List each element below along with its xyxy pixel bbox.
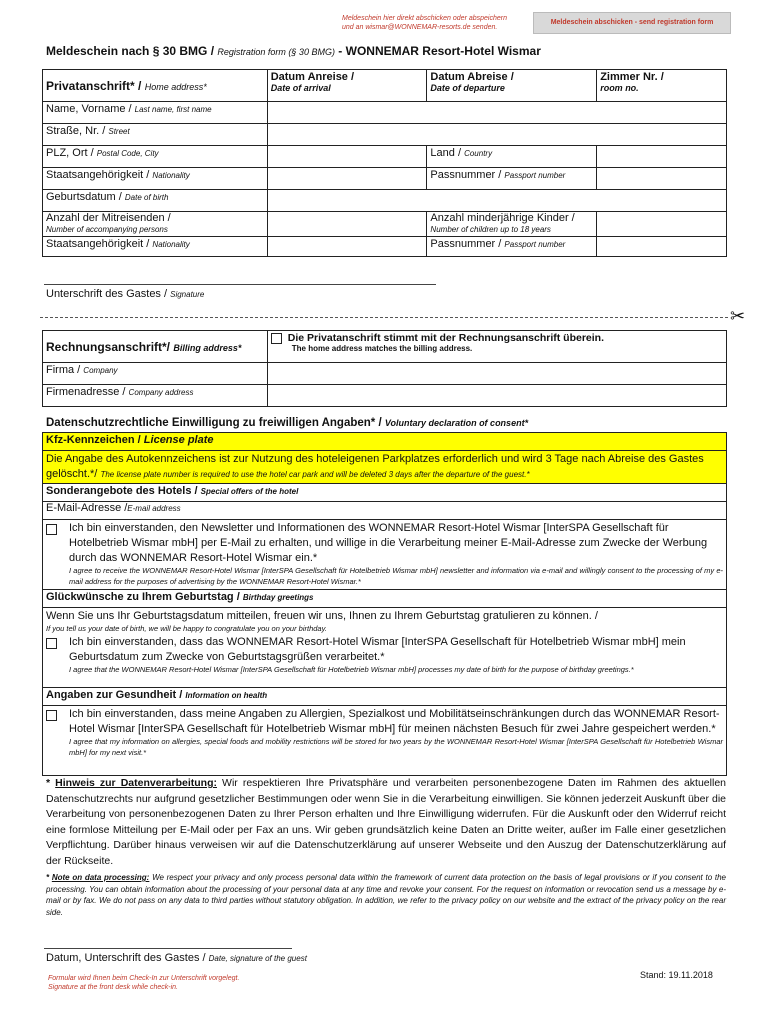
nationality2-input[interactable] [267,237,427,257]
same-address-cell [267,331,726,363]
header-note [342,14,532,32]
birthday-label-en: Birthday greetings [242,593,314,602]
birthday-text-en: If you tell us your date of birth, we will be happy to congratulate you on your birthday. [46,624,327,633]
minors-input[interactable] [597,212,727,237]
passport-input[interactable] [597,168,727,190]
company-address-label-en: Company address [128,388,194,397]
billing-header [43,331,268,363]
plz-label-cell [43,146,268,168]
same-address-label: Die Privatanschrift stimmt mit der Rechnungsanschrift überein. [287,332,605,344]
birthdate-label: Geburtsdatum / [46,191,122,203]
consent-table [42,432,727,776]
plate-text-en: The license plate number is required to use the hotel car park and will be deleted 3 days after the departure of the guest.* [100,470,530,479]
health-consent-text-en: I agree that my information on allergies, special foods and mobility restrictions will be stored for two years by the WONNEMAR Resort-Hotel Wismar [InterSPA Gesellschaft für Hotelbetrieb Wismar mbH] for my next visit.* [69,737,723,757]
country-input[interactable] [597,146,727,168]
title-hotel: - WONNEMAR Resort-Hotel Wismar [338,44,541,58]
plate-label-en: License plate [143,434,214,446]
footer-note [48,974,348,992]
birthday-text: Wenn Sie uns Ihr Geburtstagsdatum mitteilen, freuen wir uns, Ihnen zu Ihrem Geburtstag gratulieren zu können. / [46,610,598,622]
birthday-checkbox[interactable] [46,638,57,649]
street-label-en: Street [108,127,130,136]
arrival-label-en: Date of arrival [270,83,331,93]
signature-label-en: Signature [170,290,205,299]
company-address-label-cell [43,385,268,407]
company-address-input[interactable] [267,385,726,407]
health-consent-text: Ich bin einverstanden, dass meine Angaben zu Allergien, Spezialkost und Mobilitätseinschränkungen durch das WONNEMAR Resort-Hotel Wismar [InterSPA Gesellschaft für Hotelbetrieb Wismar mbH] für meinen nächsten Besuch für zwei Jahre gespeichert werden.* [69,708,720,735]
birthday-header [43,590,727,608]
footer-signature-de: Datum, Unterschrift des Gastes / [46,952,206,964]
footer-note-line1: Formular wird Ihnen beim Check-In zur Unterschrift vorgelegt. [48,975,240,982]
name-label-cell [43,102,268,124]
nationality-label: Staatsangehörigkeit / [46,169,150,181]
billing-label-en: Billing address* [173,342,242,353]
health-checkbox[interactable] [46,710,57,721]
consent-heading-en: Voluntary declaration of consent* [384,418,529,428]
footer-signature-label [46,952,307,964]
send-registration-button[interactable]: Meldeschein abschicken - send registration form [533,12,731,34]
country-label-en: Country [464,149,493,158]
birthdate-input[interactable] [267,190,726,212]
accompanying-label: Anzahl der Mitreisenden / [46,212,171,224]
accompanying-label-cell [43,212,268,237]
name-input[interactable] [267,102,726,124]
consent-heading-de: Datenschutzrechtliche Einwilligung zu freiwilligen Angaben* / [46,417,382,429]
plate-input[interactable] [43,451,727,484]
birthday-cell [43,608,727,688]
room-label-en: room no. [600,83,639,93]
plz-label: PLZ, Ort / [46,147,94,159]
nationality-label-en: Nationality [152,171,190,180]
nationality2-label: Staatsangehörigkeit / [46,238,150,250]
company-input[interactable] [267,363,726,385]
offers-header [43,484,727,502]
notice-text-en: We respect your privacy and only process personal data within the framework of current data protection on the basis of legal provisions or if you consent to the processing. You can obtain information about the processing of your personal data at any time and revoke your consent. For the request on information or revocation send us a message by e-mail or by fax. We do not pass on any data to third parties without statutory obligation. In addition, we refer to the privacy policy on our website and the extract of the privacy policy on the rear side. [46,873,726,917]
footer-signature-en: Date, signature of the guest [208,954,307,963]
nationality2-label-en: Nationality [152,240,190,249]
plate-header [43,433,727,451]
birthday-label: Glückwünsche zu Ihrem Geburtstag / [46,591,240,603]
signature-line[interactable] [44,284,436,285]
birthdate-label-en: Date of birth [124,193,169,202]
passport2-label-en: Passport number [504,240,566,249]
home-address-header [43,70,268,102]
health-label-en: Information on health [185,691,268,700]
footer-signature-line[interactable] [44,948,292,949]
passport-label-en: Passport number [504,171,566,180]
street-label: Straße, Nr. / [46,125,106,137]
notice-label-de: Hinweis zur Datenverarbeitung: [55,777,217,789]
country-label: Land / [430,147,462,159]
nationality2-label-cell [43,237,268,257]
notice-label-en: Note on data processing: [51,873,150,882]
email-label: E-Mail-Adresse / [46,502,128,514]
health-cell [43,706,727,776]
accompanying-input[interactable] [267,212,427,237]
name-label: Name, Vorname / [46,103,132,115]
company-label-cell [43,363,268,385]
arrival-label: Datum Anreise / [270,71,355,83]
plate-text: Die Angabe des Autokennzeichens ist zur Nutzung des hoteleigenen Parkplatzes erforderlich und wird 3 Tage nach Abreise des Gastes gelöscht.*/ [46,453,704,480]
home-address-label: Privatanschrift* / [46,78,142,93]
birthday-consent-text: Ich bin einverstanden, dass das WONNEMAR Resort-Hotel Wismar [InterSPA Gesellschaft für Hotelbetrieb Wismar mbH] mein Geburtsdatum zum Zwecke von Geburtstagsgrüßen verarbeitet.* [69,635,686,663]
minors-label: Anzahl minderjährige Kinder / [430,212,575,224]
accompanying-label-en: Number of accompanying persons [46,225,168,234]
health-header [43,688,727,706]
notice-text-de: Wir respektieren Ihre Privatsphäre und verarbeiten personenbezogene Daten im Rahmen des aktuellen Datenschutzrechts nur aufgrund gesetzlicher Bestimmungen oder wenn Sie in die Verarbeitung einwilligen. Sie können jederzeit Auskunft über die Verarbeitung von personenbezogenen Daten zu Ihrer Person erhalten und Ihre Einwilligung widerrufen. Für die Auskunft oder den Widerruf reicht eine formlose Mitteilung per E-Mail oder per Fax an uns. Wir geben grundsätzlich keine Daten an Dritte weiter, außer im Falle einer gesetzlichen Verpflichtung. Darüber hinaus verweisen wir auf die Datenschutzerklärung auf unserer Webseite und den Auszug der Datenschutzerklärung auf der Rückseite. [46,777,726,867]
passport2-input[interactable] [597,237,727,257]
room-label: Zimmer Nr. / [600,71,664,83]
minors-label-cell [427,212,597,237]
departure-label: Datum Abreise / [430,71,514,83]
passport2-label-cell [427,237,597,257]
plz-label-en: Postal Code, City [96,149,159,158]
passport2-label: Passnummer / [430,238,502,250]
consent-heading [46,417,528,429]
nationality-input[interactable] [267,168,427,190]
newsletter-cell [43,520,727,590]
newsletter-text-en: I agree to receive the WONNEMAR Resort-Hotel Wismar [InterSPA Gesellschaft für Hotelbetrieb Wismar mbH] newsletter and information via e-mail and willingly consent to the processing of my e-mail address for the purposes of advertising by the WONNEMAR Resort-Hotel Wismar.* [69,566,723,586]
birthday-consent-text-en: I agree that the WONNEMAR Resort-Hotel Wismar [InterSPA Gesellschaft für Hotelbetrieb Wismar mbH] processes my date of birth for the purpose of birthday greetings.* [69,664,634,674]
email-input[interactable] [43,502,727,520]
company-address-label: Firmenadresse / [46,386,126,398]
street-label-cell [43,124,268,146]
same-address-checkbox[interactable] [271,333,282,344]
country-label-cell [427,146,597,168]
cut-line [40,317,728,318]
passport-label: Passnummer / [430,169,502,181]
page-title [46,44,541,58]
email-label-en: E-mail address [127,504,181,513]
name-label-en: Last name, first name [134,105,212,114]
newsletter-checkbox[interactable] [46,524,57,535]
scissors-icon: ✂ [730,306,746,326]
birthdate-label-cell [43,190,268,212]
home-address-label-en: Home address* [144,81,207,92]
room-field[interactable] [597,70,727,102]
newsletter-text: Ich bin einverstanden, den Newsletter und Informationen des WONNEMAR Resort-Hotel Wismar [InterSPA Gesellschaft für Hotelbetrieb Wismar mbH] per E-Mail zu erhalten, und willige in die Verarbeitung meiner E-Mail-Adresse zum Zwecke der Werbung durch das WONNEMAR Resort-Hotel Wismar ein.* [69,522,708,564]
footer-note-line2: Signature at the front desk while check-in. [48,984,178,991]
offers-label: Sonderangebote des Hotels / [46,485,198,497]
company-label-en: Company [83,366,118,375]
header-note-line2: und an wismar@WONNEMAR-resorts.de senden. [342,24,498,31]
title-de: Meldeschein nach § 30 BMG / [46,44,215,58]
minors-label-en: Number of children up to 18 years [430,225,551,234]
arrival-field[interactable] [267,70,427,102]
passport-label-cell [427,168,597,190]
plate-label: Kfz-Kennzeichen / [46,434,141,446]
billing-table [42,330,727,407]
health-label: Angaben zur Gesundheit / [46,689,183,701]
notice-en: * Note on data processing: We respect your privacy and only process personal data within the framework of current data protection on the basis of legal provisions or if you consent to the processing. You can obtain information about the processing of your personal data at any time and revoke your consent. For the request on information or revocation send us a message by e-mail or by fax. We do not pass on any data to third parties without statutory obligation. In addition, we refer to the privacy policy on our website and the extract of the privacy policy on the rear side. [46,873,726,917]
signature-label-wrap [46,288,204,300]
billing-label: Rechnungsanschrift*/ [46,339,171,354]
departure-field[interactable] [427,70,597,102]
offers-label-en: Special offers of the hotel [200,487,299,496]
notice-de: * Hinweis zur Datenverarbeitung: Wir respektieren Ihre Privatsphäre und verarbeiten personenbezogene Daten im Rahmen des aktuellen Datenschutzrechts nur aufgrund gesetzlicher Bestimmungen oder wenn Sie in die Verarbeitung einwilligen. Sie können jederzeit Auskunft über die Verarbeitung von personenbezogenen Daten zu Ihrer Person erhalten und Ihre Einwilligung widerrufen. Für die Auskunft oder den Widerruf reicht eine formlose Mitteilung per E-Mail oder per Fax an uns. Wir geben grundsätzlich keine Daten an Dritte weiter, außer im Falle einer gesetzlichen Verpflichtung. Darüber hinaus verweisen wir auf die Datenschutzerklärung auf unserer Webseite und den Auszug der Datenschutzerklärung auf der Rückseite. [46,777,726,867]
departure-label-en: Date of departure [430,83,505,93]
header-note-line1: Meldeschein hier direkt abschicken oder abspeichern [342,15,507,22]
nationality-label-cell [43,168,268,190]
title-en: Registration form (§ 30 BMG) [217,47,335,57]
plz-input[interactable] [267,146,427,168]
guest-table [42,69,727,257]
signature-label: Unterschrift des Gastes / [46,288,168,300]
same-address-label-en: The home address matches the billing address. [291,344,473,353]
company-label: Firma / [46,364,81,376]
street-input[interactable] [267,124,726,146]
revision-date: Stand: 19.11.2018 [640,970,713,980]
